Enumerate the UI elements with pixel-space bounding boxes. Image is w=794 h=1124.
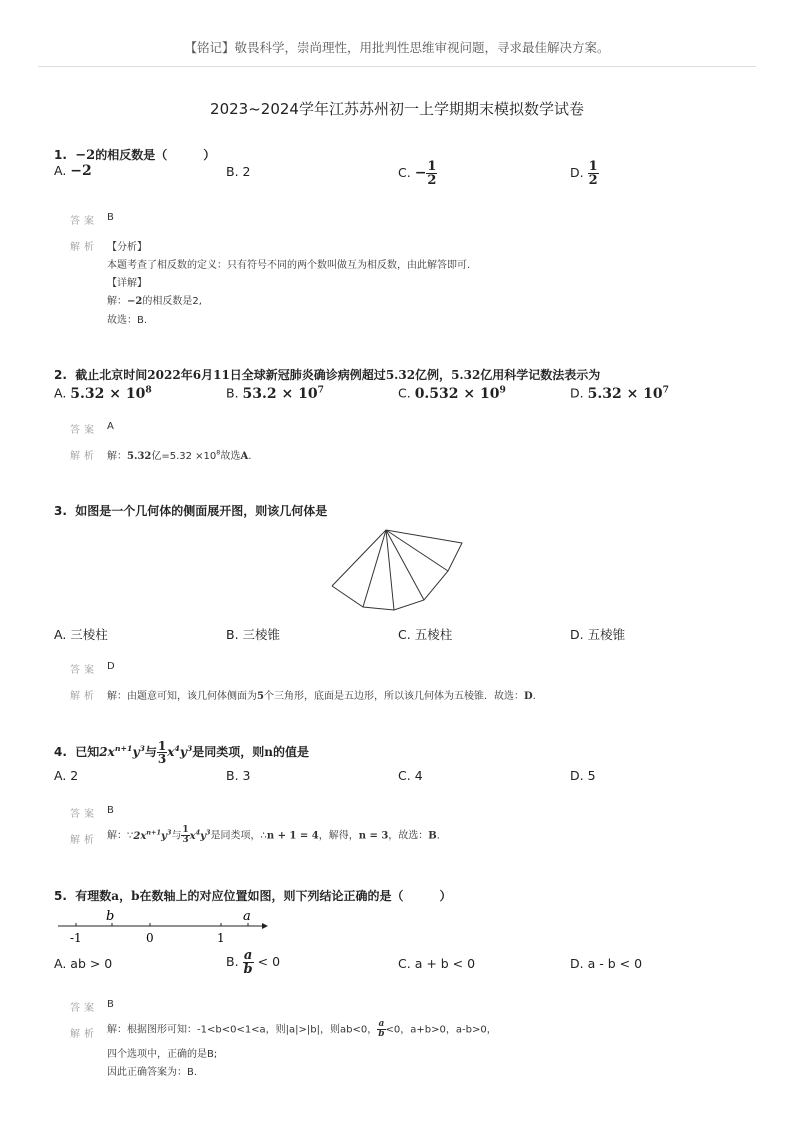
point-a-label: a xyxy=(243,909,251,924)
term: y xyxy=(200,830,206,842)
option-letter: C. xyxy=(398,768,411,783)
text: 解：根据图形可知：-1<b<0<1<a，则|a|>|b|，则ab<0， xyxy=(107,1024,378,1036)
option-sign: − xyxy=(414,165,427,181)
option-value: 2 xyxy=(242,164,251,179)
text: ，故选： xyxy=(388,830,429,842)
term: y xyxy=(132,745,140,759)
term: 2x xyxy=(133,830,147,842)
math xyxy=(133,828,172,842)
net-outline xyxy=(332,530,462,610)
option-letter: B. xyxy=(226,385,239,401)
text: 是同类项，∴ xyxy=(210,830,267,842)
exponent: 3 xyxy=(186,744,193,753)
option-value xyxy=(243,386,324,402)
stem-text: 如图是一个几何体的侧面展开图，则该几何体是 xyxy=(75,504,328,518)
option-value: a + b < 0 xyxy=(414,956,476,971)
option-letter: A. xyxy=(54,768,67,783)
header-divider xyxy=(38,66,756,67)
text: . xyxy=(436,830,440,842)
stem-monomial-1 xyxy=(99,745,145,759)
fraction-denominator: 2 xyxy=(427,173,437,188)
answer-value: A xyxy=(107,421,114,432)
option-a[interactable] xyxy=(54,384,152,402)
exponent: 3 xyxy=(205,828,211,837)
question-number: 3. xyxy=(54,504,67,518)
option-c[interactable] xyxy=(398,625,452,643)
tick-label: 0 xyxy=(146,931,154,945)
analysis-line xyxy=(107,447,251,462)
answer-label: 答案 xyxy=(70,665,98,676)
option-value: −2 xyxy=(70,163,92,179)
answer-label: 答案 xyxy=(70,425,98,436)
analysis-line: 本题考查了相反数的定义：只有符号不同的两个数叫做互为相反数，由此解答即可. xyxy=(107,260,471,271)
analysis-line: 四个选项中，正确的是B; xyxy=(107,1049,218,1060)
answer-value: D xyxy=(107,661,115,672)
analysis-label: 解析 xyxy=(70,691,98,702)
exponent: 3 xyxy=(166,828,172,837)
page-title: 2023~2024学年江苏苏州初一上学期期末模拟数学试卷 xyxy=(210,100,584,118)
option-letter: D. xyxy=(570,385,584,401)
math: −2 xyxy=(127,296,143,307)
stem-text: 的相反数是（ ） xyxy=(95,148,216,162)
option-value: 五棱锥 xyxy=(587,627,626,642)
analysis-label: 解析 xyxy=(70,835,98,846)
stem-text: 有理数 xyxy=(75,889,112,903)
option-a[interactable] xyxy=(54,768,78,783)
text: 解：∵ xyxy=(107,830,134,842)
option-c[interactable] xyxy=(398,956,475,971)
math: n + 1 = 4 xyxy=(266,830,319,842)
option-letter: D. xyxy=(570,768,584,783)
text: 解： xyxy=(107,296,127,307)
answer-value: B xyxy=(107,805,114,816)
stem-math: −2 xyxy=(75,148,96,163)
stem-math: 6 xyxy=(192,368,202,382)
fraction-denominator: b xyxy=(243,962,253,977)
question-4-stem xyxy=(54,740,309,765)
analysis-label: 解析 xyxy=(70,242,98,253)
base: 5.32 × 10 xyxy=(587,385,663,402)
option-c[interactable] xyxy=(398,160,437,187)
option-c[interactable] xyxy=(398,768,423,783)
analysis-line xyxy=(107,292,202,307)
fraction-denominator: 3 xyxy=(157,752,167,766)
text: 与 xyxy=(171,830,182,842)
term: x xyxy=(167,745,175,759)
question-number: 1. xyxy=(54,148,67,162)
base: 53.2 × 10 xyxy=(242,385,318,402)
option-fraction xyxy=(426,160,437,187)
option-b[interactable] xyxy=(226,949,280,976)
analysis-line xyxy=(107,687,536,702)
text: 的相反数是2, xyxy=(142,296,202,307)
stem-text: 月 xyxy=(201,368,214,382)
tick-label: 1 xyxy=(217,931,225,945)
fraction-numerator: 1 xyxy=(182,825,189,835)
stem-math: 2022 xyxy=(147,368,181,382)
stem-math: a，b xyxy=(111,889,140,903)
analysis-line xyxy=(107,1020,497,1039)
fraction xyxy=(377,1020,385,1039)
stem-math: 5.32 xyxy=(385,368,416,382)
stem-text: 在数轴上的对应位置如图，则下列结论正确的是（ ） xyxy=(139,889,452,903)
term: 2x xyxy=(99,745,115,759)
term: y xyxy=(179,745,187,759)
analysis-line: 【分析】 xyxy=(107,242,147,253)
text: ，解得， xyxy=(318,830,359,842)
option-value: < 0 xyxy=(257,954,281,969)
option-letter: B. xyxy=(226,164,239,179)
term: x xyxy=(189,830,196,842)
base: 0.532 × 10 xyxy=(414,385,500,402)
option-d[interactable] xyxy=(570,384,669,402)
analysis-label: 解析 xyxy=(70,1029,98,1040)
exponent: 4 xyxy=(174,744,180,753)
answer-label: 答案 xyxy=(70,216,98,227)
header-motto: 【铭记】敬畏科学，崇尚理性，用批判性思维审视问题，寻求最佳解决方案。 xyxy=(184,40,610,55)
fraction-numerator: 1 xyxy=(588,159,598,174)
option-b[interactable] xyxy=(226,384,324,402)
option-letter: A. xyxy=(54,956,67,971)
answer-value: B xyxy=(107,212,114,223)
question-number: 5. xyxy=(54,889,67,903)
exponent: 4 xyxy=(195,828,201,837)
option-letter: B. xyxy=(226,768,239,783)
stem-math: 11 xyxy=(213,368,230,382)
term: y xyxy=(161,830,167,842)
option-value: 三棱锥 xyxy=(242,627,281,642)
fraction-numerator: 1 xyxy=(157,739,167,753)
stem-math: n xyxy=(264,745,274,759)
option-letter: D. xyxy=(570,627,584,642)
question-1-stem xyxy=(54,146,215,163)
option-letter: B. xyxy=(226,954,239,969)
option-value: a - b < 0 xyxy=(587,956,643,971)
stem-math: 5.32 xyxy=(451,368,481,382)
answer-label: 答案 xyxy=(70,1003,98,1014)
question-3-stem xyxy=(54,502,327,519)
text: 亿=5.32 ×10 xyxy=(151,451,217,462)
fraction xyxy=(181,826,189,845)
stem-text: 亿例， xyxy=(415,368,452,382)
answer-label: 答案 xyxy=(70,809,98,820)
math: D xyxy=(523,691,533,702)
option-letter: D. xyxy=(570,956,584,971)
tick-label: -1 xyxy=(70,931,82,945)
text: <0，a+b>0，a-b>0， xyxy=(385,1024,497,1036)
analysis-label: 解析 xyxy=(70,451,98,462)
stem-text: 亿用科学记数法表示为 xyxy=(480,368,601,382)
option-value: 五棱柱 xyxy=(414,627,453,642)
option-letter: C. xyxy=(398,627,411,642)
number-line xyxy=(56,906,270,946)
option-value xyxy=(588,386,669,402)
option-d[interactable] xyxy=(570,160,599,187)
analysis-line xyxy=(107,826,440,845)
option-d[interactable] xyxy=(570,625,625,643)
math: 5 xyxy=(257,691,264,702)
analysis-line: 因此正确答案为：B. xyxy=(107,1067,198,1078)
text: 个三角形，底面是五边形，所以该几何体为五棱锥．故选： xyxy=(263,691,524,702)
net-edge xyxy=(386,530,448,571)
option-b[interactable] xyxy=(226,768,251,783)
fraction-denominator: 2 xyxy=(588,173,598,188)
option-value: ab > 0 xyxy=(70,956,113,971)
option-letter: C. xyxy=(398,165,411,180)
math: 5.32 xyxy=(127,451,152,462)
math: n = 3 xyxy=(358,830,389,842)
fraction-numerator: a xyxy=(378,1019,385,1029)
option-letter: A. xyxy=(54,163,67,178)
base: 5.32 × 10 xyxy=(70,385,146,402)
stem-fraction xyxy=(157,740,167,765)
fraction-denominator: b xyxy=(378,1029,385,1039)
fraction-numerator: a xyxy=(243,948,253,963)
option-value: 三棱柱 xyxy=(70,627,108,642)
option-value: 5 xyxy=(587,768,596,783)
exponent: 3 xyxy=(139,744,145,753)
math: A xyxy=(240,451,249,462)
option-letter: A. xyxy=(54,385,67,401)
net-diagram xyxy=(330,528,470,614)
exponent: 7 xyxy=(317,384,324,395)
option-d[interactable] xyxy=(570,956,642,971)
option-a[interactable] xyxy=(54,956,112,971)
option-letter: C. xyxy=(398,956,411,971)
analysis-line: 【详解】 xyxy=(107,278,147,289)
text: 解：由题意可知，该几何体侧面为 xyxy=(107,691,257,702)
exponent: n+1 xyxy=(146,828,161,837)
option-a[interactable] xyxy=(54,625,108,643)
option-value: 4 xyxy=(414,768,423,783)
text: . xyxy=(532,691,536,702)
exponent: 7 xyxy=(662,384,669,395)
option-value: 3 xyxy=(242,768,251,783)
fraction-denominator: 3 xyxy=(182,835,189,845)
option-letter: C. xyxy=(398,385,411,401)
math xyxy=(189,828,211,842)
question-2-stem xyxy=(54,366,600,383)
text: 解： xyxy=(107,451,127,462)
stem-text: 与 xyxy=(144,745,157,759)
answer-value: B xyxy=(107,999,114,1010)
option-b[interactable] xyxy=(226,164,251,179)
option-letter: B. xyxy=(226,627,239,642)
question-5-stem xyxy=(54,887,451,904)
option-value xyxy=(70,386,151,402)
stem-text: 是同类项，则 xyxy=(192,745,265,759)
stem-text: 截止北京时间 xyxy=(75,368,148,382)
stem-monomial-2 xyxy=(167,745,192,759)
question-number: 4. xyxy=(54,745,67,759)
option-value xyxy=(415,386,506,402)
option-value: 2 xyxy=(70,768,79,783)
exponent: n+1 xyxy=(114,744,133,753)
exponent: 9 xyxy=(499,384,506,395)
text: 故选 xyxy=(220,451,241,462)
math: B xyxy=(428,830,437,842)
option-fraction xyxy=(588,160,599,187)
analysis-line: 故选：B. xyxy=(107,315,148,326)
option-a[interactable] xyxy=(54,163,92,179)
option-fraction xyxy=(243,949,254,976)
stem-text: 日全球新冠肺炎确诊病例超过 xyxy=(229,368,386,382)
fraction-numerator: 1 xyxy=(427,159,437,174)
stem-text: 年 xyxy=(180,368,193,382)
option-letter: D. xyxy=(570,165,584,180)
stem-text: 的值是 xyxy=(273,745,310,759)
option-letter: A. xyxy=(54,627,67,642)
text: . xyxy=(248,451,252,462)
exponent: 8 xyxy=(216,448,221,457)
stem-text: 已知 xyxy=(75,745,100,759)
exponent: 8 xyxy=(145,384,152,395)
arrow-icon xyxy=(262,923,268,929)
question-number: 2. xyxy=(54,368,67,382)
option-c[interactable] xyxy=(398,384,506,402)
option-b[interactable] xyxy=(226,625,280,643)
point-b-label: b xyxy=(106,909,115,924)
option-d[interactable] xyxy=(570,768,596,783)
